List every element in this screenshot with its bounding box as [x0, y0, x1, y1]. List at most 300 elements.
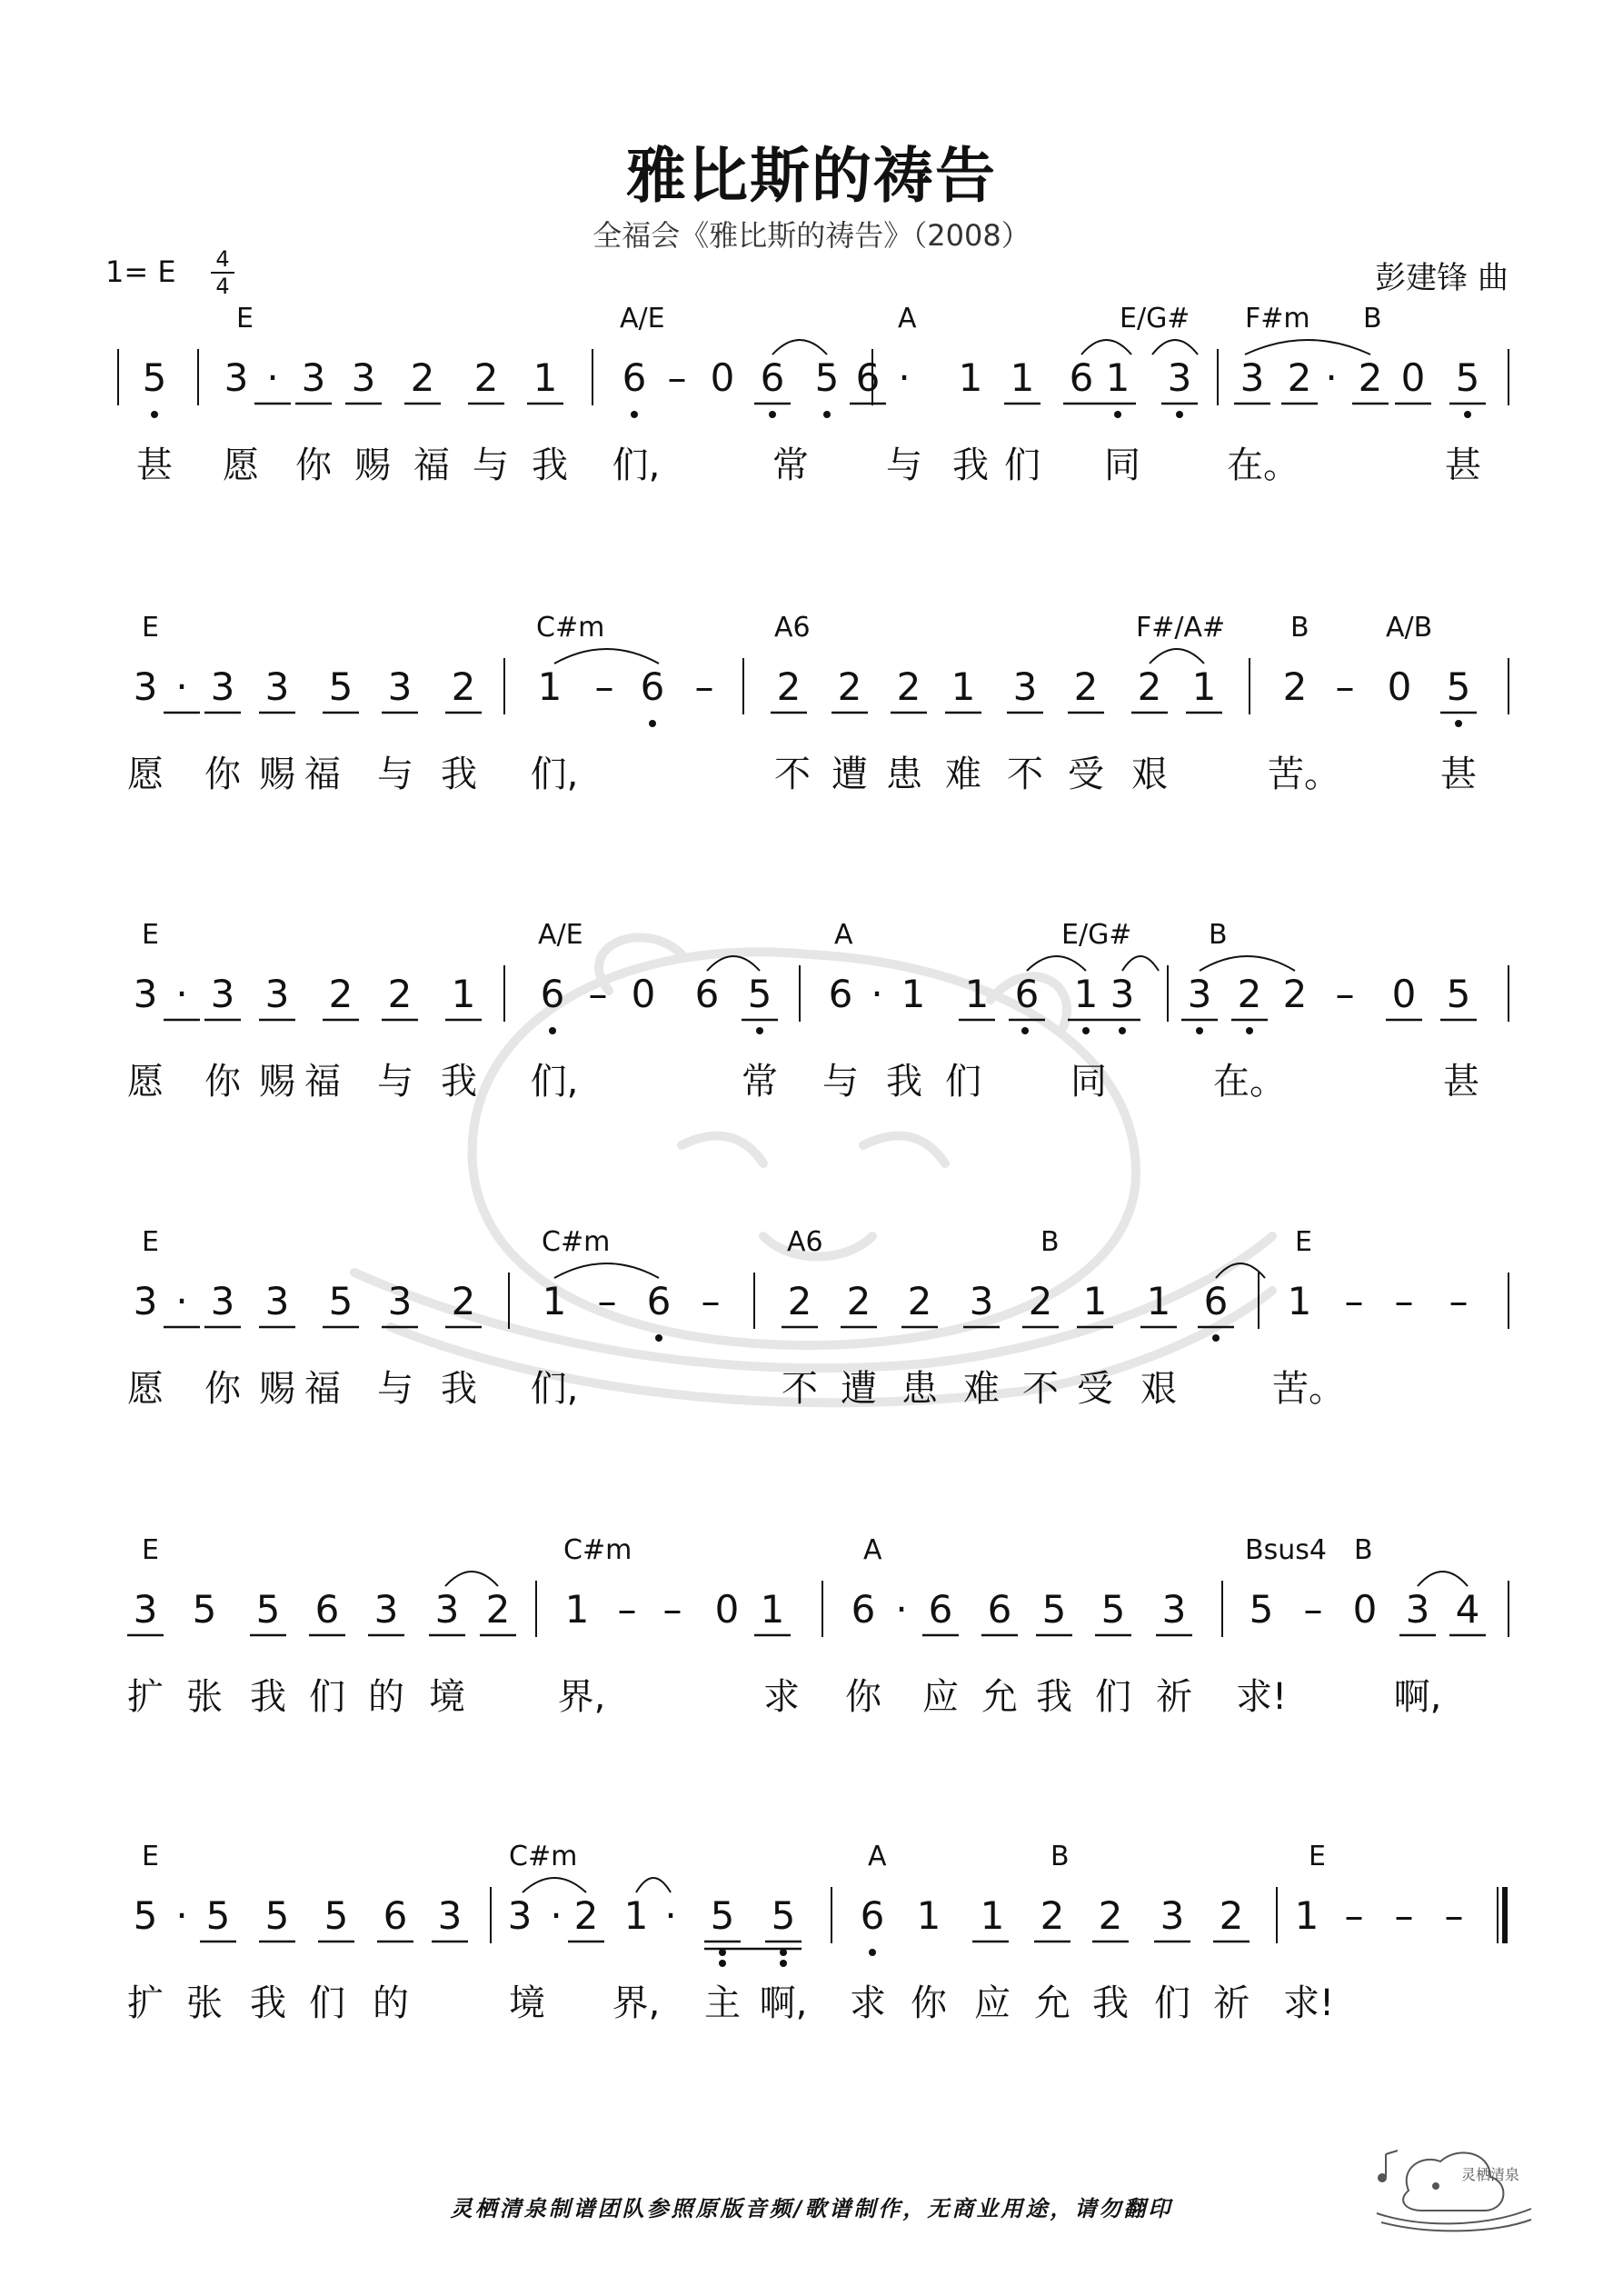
jianpu-note: 5 [324, 1893, 349, 1938]
slur-arc [554, 1263, 659, 1278]
low-octave-dot [1246, 1027, 1253, 1034]
jianpu-note: 1 [980, 1893, 1005, 1938]
chord-symbol: B [1209, 919, 1228, 951]
lyric-character: 与 [377, 1061, 413, 1103]
jianpu-note: 2 [1282, 664, 1308, 709]
jianpu-note: 0 [1391, 972, 1417, 1016]
song-title: 雅比斯的祷告 [626, 141, 997, 211]
chord-symbol: E [142, 612, 159, 644]
lyric-character: 赐 [259, 754, 295, 795]
chord-symbol: C#m [542, 1226, 611, 1258]
jianpu-note: – [662, 1587, 682, 1632]
low-octave-dot [1212, 1334, 1220, 1342]
jianpu-note: 1 [901, 972, 926, 1016]
lyric-character: 允 [1034, 1982, 1070, 2024]
jianpu-note: 0 [1387, 664, 1412, 709]
jianpu-note: 1 [1146, 1279, 1171, 1323]
lyric-character: 求 [850, 1982, 886, 2024]
jianpu-note: – [1449, 1279, 1469, 1323]
time-signature-top: 4 [215, 246, 230, 272]
jianpu-note: 6 [540, 972, 565, 1016]
jianpu-note: 1 [951, 664, 976, 709]
chord-symbol: B [1290, 612, 1309, 644]
lyric-character: 们, [530, 754, 579, 795]
jianpu-note: · [175, 1893, 188, 1938]
slur-arc [1245, 340, 1370, 354]
low-octave-dot [1464, 411, 1471, 418]
slur-arc [1152, 340, 1198, 354]
jianpu-note: · [1325, 355, 1338, 400]
jianpu-note: 5 [255, 1587, 281, 1632]
lyric-character: 应 [974, 1982, 1011, 2024]
slur-arc [554, 649, 659, 664]
jianpu-note: · [175, 972, 188, 1016]
jianpu-note: 5 [133, 1893, 158, 1938]
lyric-character: 难 [963, 1368, 1000, 1410]
slur-arc [1150, 649, 1204, 664]
jianpu-note: 1 [623, 1893, 649, 1938]
lyric-character: 苦。 [1268, 754, 1340, 795]
chord-symbol: E [142, 1841, 159, 1872]
jianpu-note: 1 [1073, 972, 1099, 1016]
chord-symbol: A [834, 919, 853, 951]
chord-symbol: A6 [787, 1226, 823, 1258]
jianpu-note: 2 [1358, 355, 1383, 400]
lyric-character: 们, [530, 1368, 579, 1410]
lyric-character: 我 [1092, 1982, 1129, 2024]
jianpu-note: 2 [837, 664, 862, 709]
jianpu-note: 5 [1041, 1587, 1067, 1632]
chord-symbol: E/G# [1061, 919, 1132, 951]
jianpu-note: 2 [1287, 355, 1312, 400]
lyric-character: 界, [557, 1676, 606, 1718]
jianpu-note: 0 [631, 972, 656, 1016]
lyric-character: 常 [742, 1061, 778, 1103]
chord-symbol: E [236, 303, 254, 334]
jianpu-note: 3 [507, 1893, 533, 1938]
lyric-character: 甚 [136, 444, 173, 486]
lyric-character: 你 [295, 444, 332, 486]
jianpu-note: 1 [1294, 1893, 1319, 1938]
jianpu-note: 1 [1191, 664, 1217, 709]
jianpu-note: – [701, 1279, 721, 1323]
lyric-character: 在。 [1227, 444, 1299, 486]
jianpu-note: 3 [969, 1279, 994, 1323]
lyric-character: 赐 [259, 1368, 295, 1410]
jianpu-note: – [667, 355, 687, 400]
jianpu-note: 0 [714, 1587, 740, 1632]
lyric-character: 我 [441, 1061, 477, 1103]
jianpu-note: 5 [771, 1893, 796, 1938]
jianpu-note: 6 [640, 664, 665, 709]
jianpu-note: 2 [1219, 1893, 1244, 1938]
jianpu-note: 3 [133, 1587, 158, 1632]
chord-symbol: B [1354, 1534, 1373, 1566]
jianpu-note: 1 [542, 1279, 567, 1323]
jianpu-note: 3 [133, 664, 158, 709]
lyric-character: 我 [1036, 1676, 1072, 1718]
jianpu-note: 6 [622, 355, 647, 400]
jianpu-note: · [550, 1893, 563, 1938]
jianpu-note: 2 [776, 664, 802, 709]
jianpu-note: 3 [437, 1893, 463, 1938]
lyric-character: 应 [922, 1676, 959, 1718]
chord-symbol: B [1363, 303, 1382, 334]
lyric-character: 常 [772, 444, 809, 486]
lyric-character: 患 [901, 1368, 938, 1410]
lyric-character: 愿 [127, 1061, 164, 1103]
lyric-character: 们 [1004, 444, 1041, 486]
jianpu-note: 5 [328, 664, 353, 709]
low-octave-dot [1455, 720, 1462, 727]
jianpu-note: 1 [533, 355, 558, 400]
jianpu-note: 5 [747, 972, 772, 1016]
lyric-character: 患 [886, 754, 922, 795]
lyric-character: 允 [981, 1676, 1018, 1718]
jianpu-note: – [1344, 1279, 1364, 1323]
jianpu-note: 5 [1100, 1587, 1126, 1632]
lyric-character: 与 [377, 1368, 413, 1410]
jianpu-note: 6 [855, 355, 881, 400]
jianpu-note: – [1335, 972, 1355, 1016]
jianpu-note: 6 [987, 1587, 1012, 1632]
jianpu-note: 2 [846, 1279, 871, 1323]
lyric-character: 你 [204, 1368, 241, 1410]
jianpu-note: 3 [1012, 664, 1038, 709]
slur-arc [1418, 1572, 1468, 1586]
jianpu-note: 6 [383, 1893, 408, 1938]
jianpu-note: 1 [1010, 355, 1035, 400]
logo-text: 灵栖清泉 [1461, 2166, 1520, 2183]
jianpu-note: 2 [410, 355, 435, 400]
jianpu-note: 5 [264, 1893, 290, 1938]
jianpu-note: 6 [694, 972, 720, 1016]
jianpu-note: 1 [916, 1893, 941, 1938]
jianpu-note: 3 [1160, 1893, 1185, 1938]
jianpu-note: 5 [1249, 1587, 1274, 1632]
lyric-character: 扩 [127, 1982, 164, 2024]
lyric-character: 祈 [1213, 1982, 1250, 2024]
jianpu-note: 5 [142, 355, 167, 400]
jianpu-note: – [1444, 1893, 1464, 1938]
low-octave-dot [1114, 411, 1121, 418]
jianpu-note: 4 [1455, 1587, 1480, 1632]
jianpu-note: 3 [133, 972, 158, 1016]
lyric-character: 张 [186, 1676, 223, 1718]
jianpu-note: 2 [473, 355, 499, 400]
jianpu-note: 0 [1352, 1587, 1378, 1632]
lyric-character: 苦。 [1272, 1368, 1345, 1410]
chord-symbol: A/E [538, 919, 583, 951]
lyric-character: 我 [952, 444, 989, 486]
jianpu-note: 3 [1405, 1587, 1430, 1632]
chord-symbol: A [863, 1534, 882, 1566]
lyric-character: 们 [1154, 1982, 1190, 2024]
jianpu-note: 1 [1082, 1279, 1108, 1323]
jianpu-note: 2 [1282, 972, 1308, 1016]
lyric-character: 不 [774, 754, 811, 795]
jianpu-note: 3 [1240, 355, 1265, 400]
lyric-character: 与 [473, 444, 509, 486]
lyric-character: 们, [612, 444, 661, 486]
lyric-character: 祈 [1156, 1676, 1192, 1718]
chord-symbol: F#m [1245, 303, 1310, 334]
low-octave-dot [719, 1949, 726, 1956]
chord-symbol: C#m [536, 612, 605, 644]
lyric-character: 啊, [1393, 1676, 1442, 1718]
lyric-character: 求! [1282, 1982, 1335, 2024]
lyric-character: 艰 [1131, 754, 1168, 795]
jianpu-note: 1 [760, 1587, 785, 1632]
chord-symbol: C#m [509, 1841, 578, 1872]
jianpu-note: 5 [1446, 664, 1471, 709]
jianpu-note: 3 [1110, 972, 1135, 1016]
lyric-character: 你 [204, 754, 241, 795]
lyric-character: 们 [309, 1676, 345, 1718]
lyric-character: 在。 [1213, 1061, 1286, 1103]
chord-symbol: E/G# [1120, 303, 1190, 334]
jianpu-note: 2 [1028, 1279, 1053, 1323]
low-octave-dot [823, 411, 831, 418]
jianpu-note: 2 [1137, 664, 1162, 709]
lyric-character: 求 [763, 1676, 800, 1718]
lyric-character: 们 [945, 1061, 981, 1103]
lyric-character: 甚 [1443, 1061, 1479, 1103]
lyric-character: 啊, [759, 1982, 808, 2024]
low-octave-dot [549, 1027, 556, 1034]
lyric-character: 不 [782, 1368, 818, 1410]
jianpu-note: 2 [387, 972, 413, 1016]
lyric-character: 们 [1095, 1676, 1131, 1718]
jianpu-note: 3 [1167, 355, 1192, 400]
slur-arc [1122, 956, 1159, 971]
jianpu-note: – [1335, 664, 1355, 709]
jianpu-note: 2 [1040, 1893, 1065, 1938]
low-octave-dot [756, 1027, 763, 1034]
jianpu-note: 5 [192, 1587, 217, 1632]
jianpu-note: 2 [896, 664, 921, 709]
lyric-character: 福 [413, 444, 450, 486]
jianpu-note: · [664, 1893, 677, 1938]
lyric-character: 们 [309, 1982, 345, 2024]
low-octave-dot [649, 720, 656, 727]
jianpu-note: 2 [485, 1587, 511, 1632]
lyric-character: 与 [822, 1061, 859, 1103]
jianpu-note: 1 [451, 972, 476, 1016]
jianpu-note: 1 [958, 355, 983, 400]
chord-symbol: C#m [563, 1534, 632, 1566]
jianpu-note: 2 [787, 1279, 812, 1323]
chord-symbol: A/E [620, 303, 665, 334]
jianpu-note: 2 [328, 972, 353, 1016]
low-octave-dot [1021, 1027, 1029, 1034]
lyric-character: 愿 [127, 754, 164, 795]
low-octave-dot [631, 411, 638, 418]
low-octave-dot [151, 411, 158, 418]
lyric-character: 境 [509, 1982, 545, 2024]
jianpu-note: 2 [1073, 664, 1099, 709]
low-octave-dot [869, 1949, 876, 1956]
slur-arc [707, 956, 760, 971]
lyric-character: 我 [532, 444, 568, 486]
jianpu-note: 6 [1069, 355, 1094, 400]
jianpu-note: 6 [851, 1587, 876, 1632]
jianpu-note: 3 [133, 1279, 158, 1323]
jianpu-note: 3 [210, 1279, 235, 1323]
jianpu-note: 3 [1187, 972, 1212, 1016]
jianpu-note: 2 [573, 1893, 599, 1938]
slur-arc [772, 340, 827, 354]
jianpu-note: 6 [1203, 1279, 1229, 1323]
jianpu-note: · [175, 1279, 188, 1323]
lyric-character: 难 [945, 754, 981, 795]
chord-symbol: E [142, 1226, 159, 1258]
jianpu-note: 3 [387, 664, 413, 709]
lyric-character: 不 [1022, 1368, 1059, 1410]
low-octave-dot [780, 1949, 787, 1956]
jianpu-note: 3 [1161, 1587, 1187, 1632]
lyric-character: 福 [304, 754, 341, 795]
lyric-character: 求! [1235, 1676, 1288, 1718]
jianpu-note: – [694, 664, 714, 709]
jianpu-note: – [588, 972, 608, 1016]
lyric-character: 我 [886, 1061, 922, 1103]
lyric-character: 与 [886, 444, 922, 486]
jianpu-note: 1 [537, 664, 563, 709]
lyric-character: 福 [304, 1061, 341, 1103]
jianpu-note: 6 [828, 972, 853, 1016]
jianpu-note: 1 [964, 972, 990, 1016]
lyric-character: 的 [373, 1982, 409, 2024]
jianpu-note: 3 [264, 972, 290, 1016]
jianpu-note: · [266, 355, 279, 400]
lyric-character: 甚 [1445, 444, 1481, 486]
low-octave-dot [1196, 1027, 1203, 1034]
jianpu-note: · [898, 355, 911, 400]
lyric-character: 愿 [127, 1368, 164, 1410]
slur-arc [1216, 1263, 1265, 1278]
lyric-character: 你 [204, 1061, 241, 1103]
jianpu-note: 6 [646, 1279, 672, 1323]
jianpu-note: 5 [814, 355, 840, 400]
key-signature: 1= E [105, 255, 176, 289]
jianpu-note: – [1394, 1893, 1414, 1938]
lyric-character: 赐 [259, 1061, 295, 1103]
jianpu-note: 3 [210, 664, 235, 709]
jianpu-note: 2 [451, 1279, 476, 1323]
lyric-character: 扩 [127, 1676, 164, 1718]
lyric-character: 我 [250, 1982, 286, 2024]
jianpu-note: 2 [1098, 1893, 1123, 1938]
jianpu-note: – [1394, 1279, 1414, 1323]
jianpu-note: 1 [1287, 1279, 1312, 1323]
jianpu-note: 2 [1237, 972, 1262, 1016]
jianpu-note: 6 [860, 1893, 885, 1938]
lyric-character: 受 [1077, 1368, 1113, 1410]
jianpu-note: – [594, 664, 614, 709]
slur-arc [1081, 340, 1131, 354]
chord-symbol: E [142, 919, 159, 951]
jianpu-note: 6 [760, 355, 785, 400]
jianpu-note: 5 [1455, 355, 1480, 400]
lyric-character: 我 [441, 1368, 477, 1410]
jianpu-note: 2 [451, 664, 476, 709]
jianpu-note: 1 [564, 1587, 590, 1632]
lyric-character: 与 [377, 754, 413, 795]
chord-symbol: A [898, 303, 917, 334]
chord-symbol: A [868, 1841, 887, 1872]
slur-arc [1027, 956, 1086, 971]
lyric-character: 福 [304, 1368, 341, 1410]
footer-note: 灵栖清泉制谱团队参照原版音频/歌谱制作，无商业用途，请勿翻印 [450, 2196, 1173, 2221]
chord-symbol: B [1041, 1226, 1060, 1258]
low-octave-dot [1176, 411, 1183, 418]
jianpu-note: 6 [928, 1587, 953, 1632]
chord-symbol: A/B [1386, 612, 1433, 644]
jianpu-note: – [597, 1279, 617, 1323]
jianpu-note: – [1344, 1893, 1364, 1938]
slur-arc [636, 1878, 671, 1892]
jianpu-note: 3 [264, 1279, 290, 1323]
jianpu-note: 5 [710, 1893, 735, 1938]
jianpu-note: 3 [373, 1587, 399, 1632]
jianpu-note: 6 [1014, 972, 1040, 1016]
jianpu-note: 5 [328, 1279, 353, 1323]
low-octave-dot [655, 1334, 662, 1342]
lyric-character: 我 [441, 754, 477, 795]
lyric-character: 你 [845, 1676, 881, 1718]
lyric-character: 同 [1104, 444, 1140, 486]
lyric-character: 赐 [354, 444, 391, 486]
jianpu-note: – [1303, 1587, 1323, 1632]
low-octave-dot [719, 1960, 726, 1967]
lyric-character: 遭 [831, 754, 868, 795]
lyric-character: 甚 [1440, 754, 1477, 795]
lyric-character: 的 [368, 1676, 404, 1718]
chord-symbol: Bsus4 [1245, 1534, 1327, 1566]
jianpu-note: 2 [907, 1279, 932, 1323]
lyric-character: 张 [186, 1982, 223, 2024]
lyric-character: 艰 [1140, 1368, 1177, 1410]
chord-symbol: B [1050, 1841, 1070, 1872]
chord-symbol: E [1295, 1226, 1312, 1258]
lyric-character: 们, [530, 1061, 579, 1103]
composer-credit: 彭建锋 曲 [1375, 260, 1508, 296]
slur-arc [445, 1572, 498, 1586]
jianpu-note: · [895, 1587, 908, 1632]
slur-arc [1200, 956, 1295, 971]
jianpu-note: 3 [301, 355, 326, 400]
chord-symbol: A6 [774, 612, 811, 644]
slur-arc [523, 1878, 586, 1892]
jianpu-note: 3 [387, 1279, 413, 1323]
jianpu-note: · [871, 972, 883, 1016]
jianpu-note: 3 [210, 972, 235, 1016]
chord-symbol: E [1309, 1841, 1326, 1872]
jianpu-note: 3 [351, 355, 376, 400]
lyric-character: 境 [429, 1676, 465, 1718]
jianpu-note: 5 [1446, 972, 1471, 1016]
lyric-character: 愿 [223, 444, 259, 486]
jianpu-note: 6 [314, 1587, 340, 1632]
lyric-character: 主 [704, 1982, 741, 2024]
low-octave-dot [1119, 1027, 1126, 1034]
jianpu-note: · [175, 664, 188, 709]
lyric-character: 你 [911, 1982, 947, 2024]
jianpu-note: 3 [434, 1587, 460, 1632]
chord-symbol: F#/A# [1136, 612, 1226, 644]
low-octave-dot [1082, 1027, 1090, 1034]
